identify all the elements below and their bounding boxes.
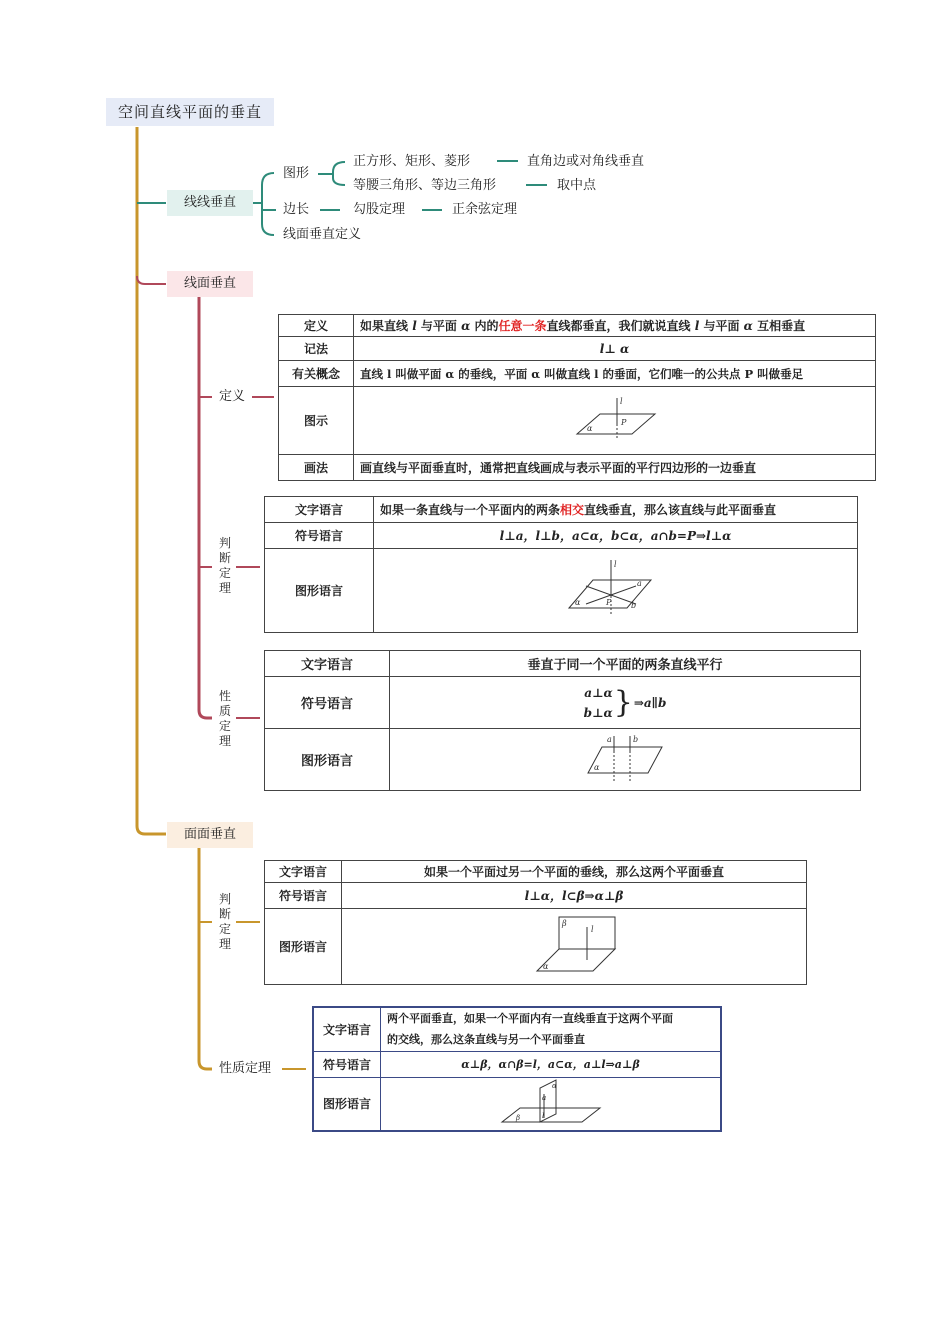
judge-symbol-label: 符号语言 (265, 523, 374, 549)
property-theorem-figure (580, 733, 670, 783)
prop-figure-label: 图形语言 (265, 729, 390, 791)
pp-fig-a: a (541, 1094, 546, 1103)
fig-label-alpha: α (586, 424, 592, 433)
node-definition: 定义 (219, 389, 246, 404)
line-plane-definition-figure (555, 394, 675, 444)
pj-figure-cell (342, 909, 807, 985)
pj-fig-beta: β (562, 919, 567, 928)
judge-highlight: 相交 (560, 503, 585, 517)
judge-symbol-value: l⊥a，l⊥b，a⊂α，b⊂α，a∩b=P⇒l⊥α (374, 523, 858, 549)
pj-text-label: 文字语言 (265, 861, 342, 883)
figure-label: 图示 (279, 387, 354, 455)
prop-text-value: 垂直于同一个平面的两条直线平行 (390, 651, 861, 677)
def-row-label: 定义 (279, 315, 354, 337)
drawing-value: 画直线与平面垂直时，通常把直线画成与表示平面的平行四边形的一边垂直 (354, 455, 876, 481)
pp-text-value: 两个平面垂直，如果一个平面内有一直线垂直于这两个平面 的交线，那么这条直线与另一个平面垂直 (381, 1007, 722, 1051)
def-highlight: 任意一条 (498, 319, 547, 333)
concept-value: 直线 l 叫做平面 α 的垂线，平面 α 叫做直线 l 的垂面，它们唯一的公共点 P 叫做垂足 (354, 361, 876, 387)
judge-fig-b: b (630, 601, 636, 610)
judge-fig-alpha: α (574, 598, 580, 607)
pj-figure-label: 图形语言 (265, 909, 342, 985)
judge-text-label: 文字语言 (265, 497, 374, 523)
judge-theorem-figure (561, 558, 671, 620)
node-plane-judge-theorem: 判断定理 (218, 892, 231, 951)
pj-fig-l: l (591, 925, 594, 934)
pp-symbol-value: α⊥β，α∩β=l，a⊂α，a⊥l⇒a⊥β (381, 1051, 722, 1077)
pp-symbol-label: 符号语言 (313, 1051, 381, 1077)
prop-fig-alpha: α (594, 763, 600, 772)
node-square-result: 直角边或对角线垂直 (527, 154, 645, 169)
pj-symbol-value: l⊥α，l⊂β⇒α⊥β (342, 883, 807, 909)
node-side: 边长 (283, 202, 310, 217)
fig-label-p: P (620, 418, 626, 427)
concept-label: 有关概念 (279, 361, 354, 387)
property-theorem-table (264, 650, 861, 791)
judge-fig-p: P (605, 598, 611, 607)
plane-judge-table (264, 860, 807, 985)
figure-cell (354, 387, 876, 455)
node-judge-theorem: 判断定理 (218, 536, 231, 595)
node-isosceles-result: 取中点 (557, 178, 597, 193)
plane-property-table (312, 1006, 722, 1132)
node-plane-property-theorem: 性质定理 (219, 1061, 272, 1076)
node-pythagoras: 勾股定理 (353, 202, 406, 217)
prop-fig-a: a (607, 735, 612, 744)
prop-symbol-label: 符号语言 (265, 677, 390, 729)
pp-fig-beta: β (515, 1114, 520, 1123)
branch-line-line: 线线垂直 (167, 190, 253, 216)
judge-figure-cell (374, 549, 858, 633)
branch-line-plane: 线面垂直 (167, 271, 253, 297)
notation-value: l⊥ α (354, 337, 876, 361)
plane-judge-figure (529, 913, 619, 977)
def-row-text: 如果直线 l 与平面 α 内的任意一条直线都垂直，我们就说直线 l 与平面 α 互相垂直 (354, 315, 876, 337)
drawing-label: 画法 (279, 455, 354, 481)
pp-fig-l: l (541, 1112, 544, 1121)
page-title: 空间直线平面的垂直 (106, 98, 274, 126)
definition-table (278, 314, 876, 481)
pj-fig-alpha: α (543, 962, 549, 971)
branch-plane-plane: 面面垂直 (167, 822, 253, 848)
prop-fig-b: b (633, 735, 639, 744)
prop-text-label: 文字语言 (265, 651, 390, 677)
judge-theorem-table (264, 496, 858, 633)
node-shape: 图形 (283, 166, 310, 181)
node-cosine: 正余弦定理 (452, 202, 518, 217)
node-isosceles-group: 等腰三角形、等边三角形 (353, 178, 497, 193)
pj-text-value: 如果一个平面过另一个平面的垂线，那么这两个平面垂直 (342, 861, 807, 883)
pj-symbol-label: 符号语言 (265, 883, 342, 909)
judge-fig-l: l (613, 560, 617, 569)
pp-figure-cell (381, 1077, 722, 1131)
pp-text-label: 文字语言 (313, 1007, 381, 1051)
pp-fig-alpha: α (551, 1082, 557, 1091)
node-property-theorem: 性质定理 (218, 689, 231, 748)
prop-figure-cell (390, 729, 861, 791)
prop-symbol-value: a⊥α b⊥α } ⇒a∥b (583, 684, 667, 720)
notation-label: 记法 (279, 337, 354, 361)
judge-text-value: 如果一条直线与一个平面内的两条相交直线垂直，那么该直线与此平面垂直 (374, 497, 858, 523)
judge-figure-label: 图形语言 (265, 549, 374, 633)
fig-label-l: l (619, 397, 623, 406)
judge-fig-a: a (636, 579, 642, 588)
prop-symbol-cell (390, 677, 861, 729)
node-line-plane-def: 线面垂直定义 (283, 227, 362, 242)
node-square-group: 正方形、矩形、菱形 (353, 154, 471, 169)
pp-figure-label: 图形语言 (313, 1077, 381, 1131)
plane-property-figure (496, 1078, 606, 1126)
